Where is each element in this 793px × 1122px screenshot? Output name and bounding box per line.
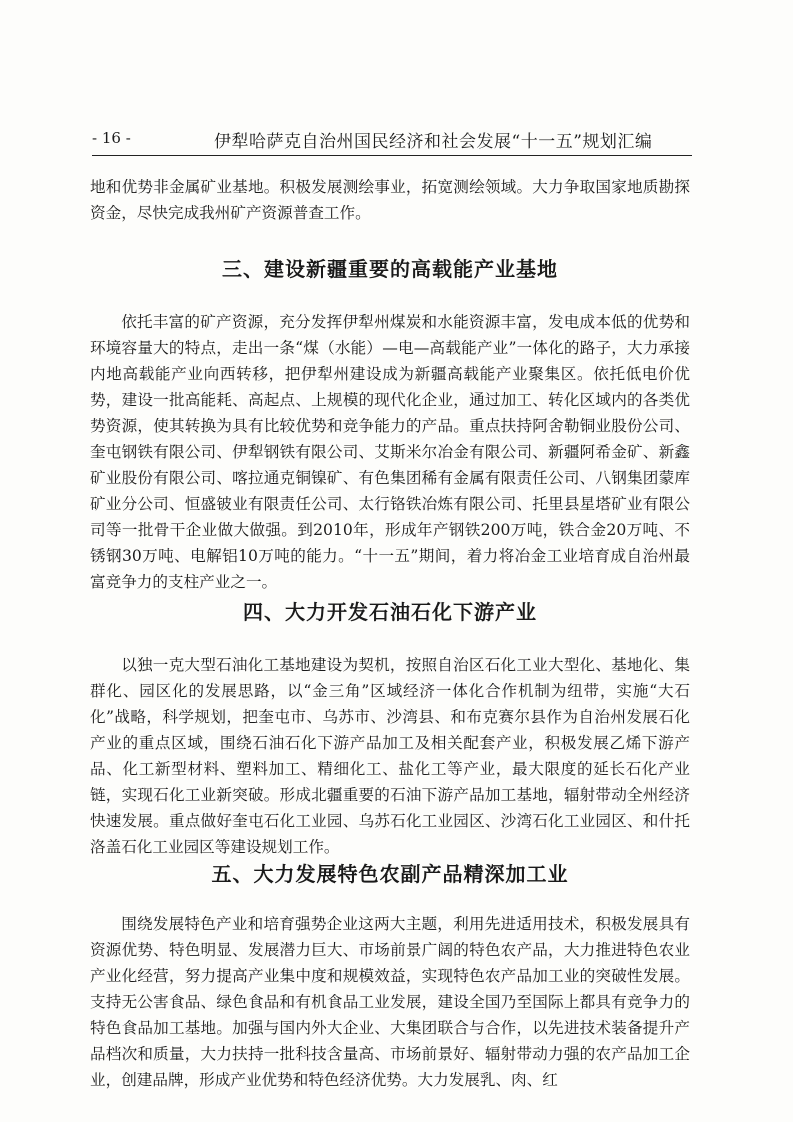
running-title: 伊犁哈萨克自治州国民经济和社会发展“十一五”规划汇编	[214, 132, 653, 152]
intro-paragraph: 地和优势非金属矿业基地。积极发展测绘事业，拓宽测绘领域。大力争取国家地质勘探资金，尽快完成我州矿产资源普查工作。	[90, 178, 690, 222]
section-paragraph-4: 以独一克大型石油化工基地建设为契机，按照自治区石化工业大型化、基地化、集群化、园区化的发展思路，以“金三角”区域经济一体化合作机制为纽带，实施“大石化”战略，科学规划，把奎屯市、乌苏市、沙湾县、和布克赛尔县作为自治州发展石化产业的重点区域，围绕石油石化下游产品加工及相关配套产业，积极发展乙烯下游产品、化工新型材料、塑料加工、精细化工、盐化工等产业，最大限度的延长石化产业链，实现石化工业新突破。形成北疆重要的石油下游产品加工基地，辐射带动全州经济快速发展。重点做好奎屯石化工业园、乌苏石化工业园区、沙湾石化工业园区、和什托洛盖石化工业园区等建设规划工作。	[90, 656, 690, 856]
page-header	[92, 127, 692, 153]
section-heading-4: 四、大力开发石油石化下游产业	[243, 600, 537, 624]
section-paragraph-3: 依托丰富的矿产资源，充分发挥伊犁州煤炭和水能资源丰富，发电成本低的优势和环境容量大的特点，走出一条“煤（水能）—电—高载能产业”一体化的路子，大力承接内地高载能产业向西转移，把伊犁州建设成为新疆高载能产业聚集区。依托低电价优势，建设一批高能耗、高起点、上规模的现代化企业，通过加工、转化区域内的各类优势资源，使其转换为具有比较优势和竞争能力的产品。重点扶持阿舍勒铜业股份公司、奎屯钢铁有限公司、伊犁钢铁有限公司、艾斯米尔冶金有限公司、新疆阿希金矿、新鑫矿业股份有限公司、喀拉通克铜镍矿、有色集团稀有金属有限责任公司、八钢集团蒙库矿业分公司、恒盛铍业有限责任公司、太行铬铁冶炼有限公司、托里县星塔矿业有限公司等一批骨干企业做大做强。到2010年，形成年产钢铁200万吨，铁合金20万吨、不锈钢30万吨、电解铝10万吨的能力。“十一五”期间，着力将冶金工业培育成自治州最富竞争力的支柱产业之一。	[90, 313, 690, 591]
section-paragraph-5: 围绕发展特色产业和培育强势企业这两大主题，利用先进适用技术，积极发展具有资源优势、特色明显、发展潜力巨大、市场前景广阔的特色农产品，大力推进特色农业产业化经营，努力提高产业集中度和规模效益，实现特色农产品加工业的突破性发展。支持无公害食品、绿色食品和有机食品工业发展，建设全国乃至国际上都具有竞争力的特色食品加工基地。加强与国内外大企业、大集团联合与合作，以先进技术装备提升产品档次和质量，大力扶持一批科技含量高、市场前景好、辐射带动力强的农产品加工企业，创建品牌，形成产业优势和特色经济优势。大力发展乳、肉、红	[90, 915, 690, 1089]
page-number: - 16 -	[92, 129, 131, 147]
section-heading-5: 五、大力发展特色农副产品精深加工业	[211, 862, 569, 886]
section-heading-3: 三、建设新疆重要的高载能产业基地	[222, 257, 558, 281]
header-rule	[92, 155, 692, 156]
